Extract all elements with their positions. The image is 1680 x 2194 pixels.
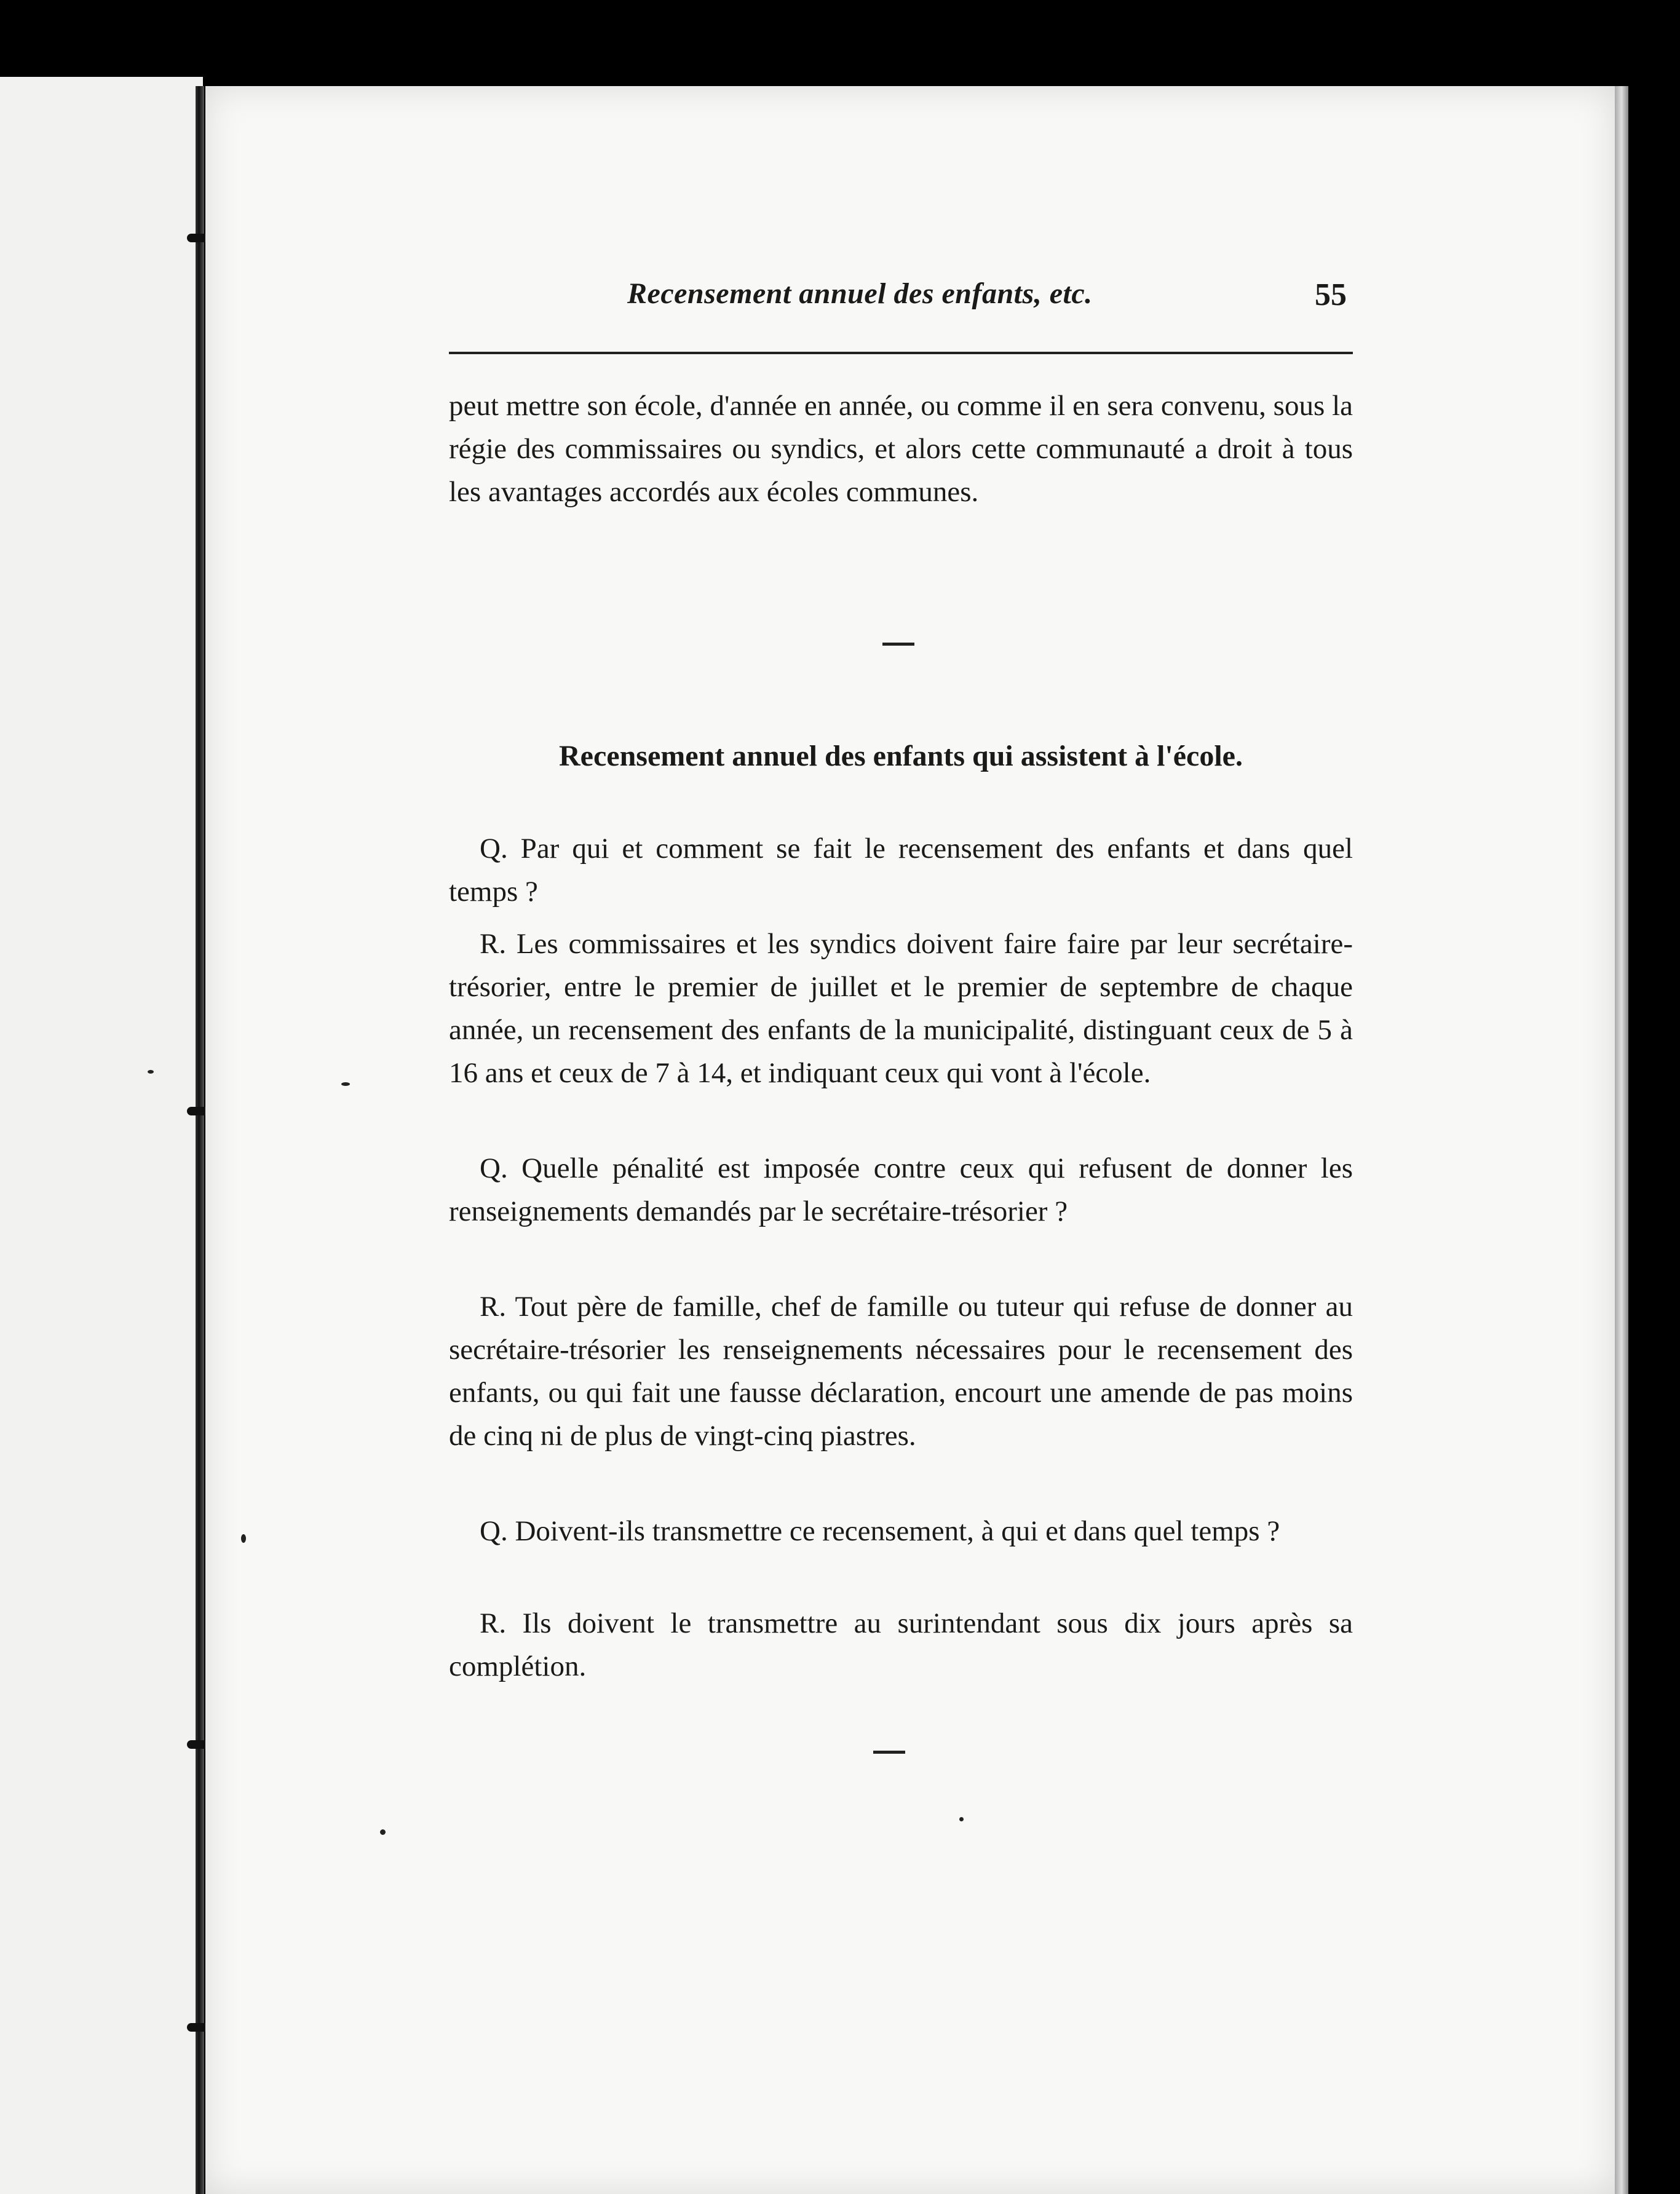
section-separator-dash <box>873 1751 905 1754</box>
scan-speck <box>380 1829 386 1835</box>
scan-speck <box>148 1070 154 1074</box>
section-heading: Recensement annuel des enfants qui assistent à l'école. <box>559 740 1243 772</box>
section-separator-dash <box>882 643 914 646</box>
question-paragraph: Q. Quelle pénalité est imposée contre ceux qui refusent de donner les renseignements demandés par le secrétaire-trésorier ? <box>449 1152 1353 1227</box>
scan-speck <box>341 1082 350 1086</box>
answer-paragraph: R. Les commissaires et les syndics doivent faire faire par leur secrétaire-trésorier, entre le premier de juillet et le premier de septembre de chaque année, un recensement des enfants de la municipalité, distinguant ceux de 5 à 16 ans et ceux de 7 à 14, et indiquant ceux qui vont à l'école. <box>449 928 1353 1089</box>
running-title: Recensement annuel des enfants, etc. <box>627 277 1093 310</box>
binding-gutter <box>196 86 204 2194</box>
scan-speck <box>959 1817 964 1821</box>
question-paragraph: Q. Doivent-ils transmettre ce recensement, à qui et dans quel temps ? <box>480 1515 1280 1547</box>
page-fore-edge <box>1615 86 1628 2194</box>
continuation-paragraph: peut mettre son école, d'année en année, ou comme il en sera convenu, sous la régie des commissaires ou syndics, et alors cette communauté a droit à tous les avantages accordés aux écoles communes. <box>449 390 1353 508</box>
facing-page-edge <box>0 77 203 2194</box>
page-number: 55 <box>1315 277 1347 312</box>
scan-speck <box>241 1534 246 1543</box>
answer-paragraph: R. Tout père de famille, chef de famille ou tuteur qui refuse de donner au secrétaire-trésorier les renseignements nécessaires pour le recensement des enfants, ou qui fait une fausse déclaration, encourt une amende de pas moins de cinq ni de plus de vingt-cinq piastres. <box>449 1291 1353 1452</box>
answer-paragraph: R. Ils doivent le transmettre au surintendant sous dix jours après sa complétion. <box>449 1607 1353 1682</box>
running-head <box>449 277 1353 320</box>
question-paragraph: Q. Par qui et comment se fait le recensement des enfants et dans quel temps ? <box>449 833 1353 908</box>
header-rule <box>449 352 1353 354</box>
